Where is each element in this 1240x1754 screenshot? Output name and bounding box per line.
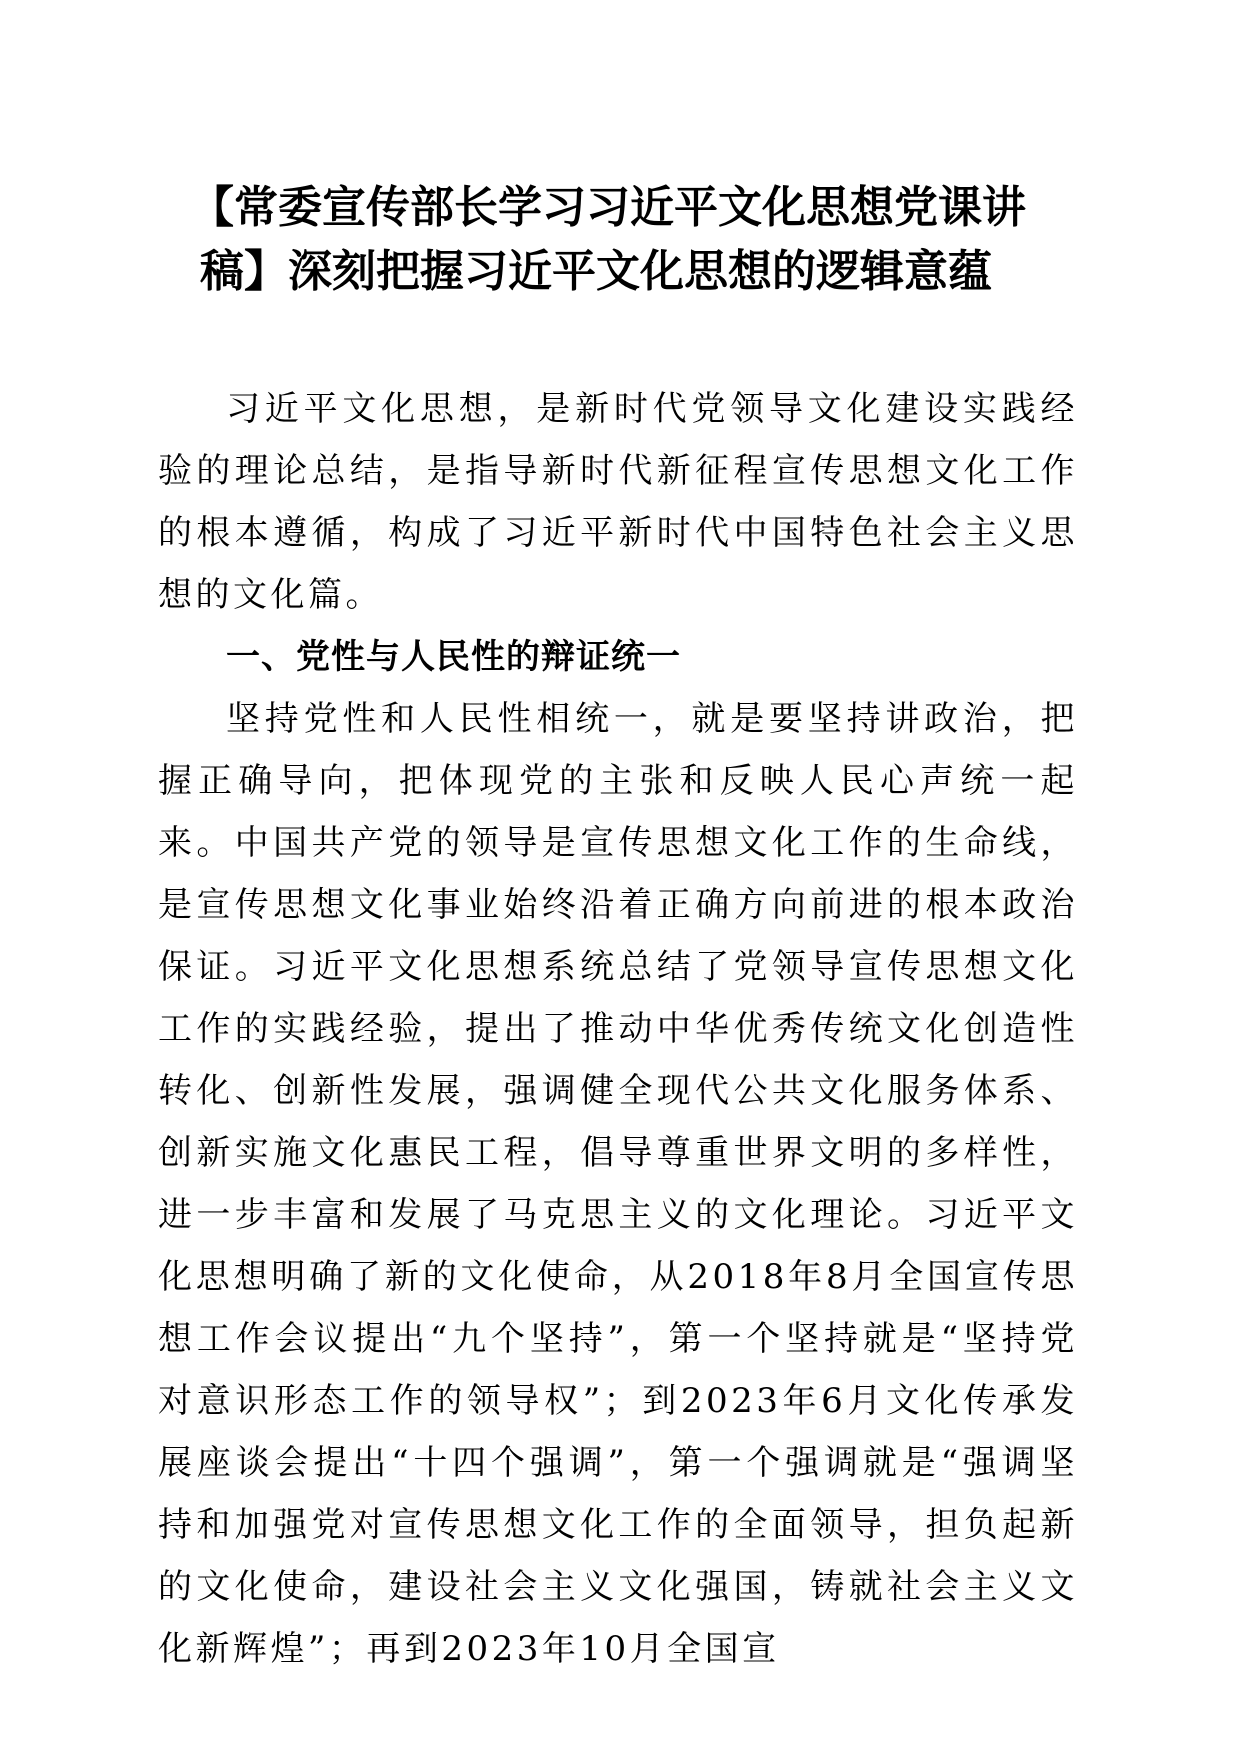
- document-title: [190, 176, 1090, 304]
- document-body: [158, 378, 1078, 1680]
- intro-paragraph: 习近平文化思想，是新时代党领导文化建设实践经验的理论总结，是指导新时代新征程宣传思想文化工作的根本遵循，构成了习近平新时代中国特色社会主义思想的文化篇。: [158, 389, 1078, 615]
- section-1-paragraph: 坚持党性和人民性相统一，就是要坚持讲政治，把握正确导向，把体现党的主张和反映人民心声统一起来。中国共产党的领导是宣传思想文化工作的生命线，是宣传思想文化事业始终沿着正确方向前进的根本政治保证。习近平文化思想系统总结了党领导宣传思想文化工作的实践经验，提出了推动中华优秀传统文化创造性转化、创新性发展，强调健全现代公共文化服务体系、创新实施文化惠民工程，倡导尊重世界文明的多样性，进一步丰富和发展了马克思主义的文化理论。习近平文化思想明确了新的文化使命，从2018年8月全国宣传思想工作会议提出“九个坚持”，第一个坚持就是“坚持党对意识形态工作的领导权”；到2023年6月文化传承发展座谈会提出“十四个强调”，第一个强调就是“强调坚持和加强党对宣传思想文化工作的全面领导，担负起新的文化使命，建设社会主义文化强国，铸就社会主义文化新辉煌”；再到2023年10月全国宣: [158, 699, 1078, 1669]
- title-line-2: 稿】深刻把握习近平文化思想的逻辑意蕴: [200, 246, 992, 297]
- title-line-1: 【常委宣传部长学习习近平文化思想党课讲: [190, 182, 1026, 233]
- section-heading-1: 一、党性与人民性的辩证统一: [226, 637, 681, 677]
